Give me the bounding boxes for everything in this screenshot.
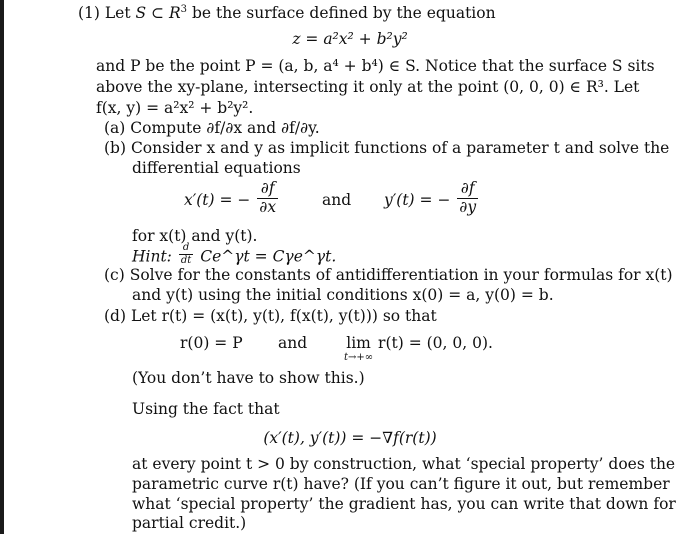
hint-line: Hint: $\frac{d}{dt}$ Ce^γt = Cγe^γt. (132, 242, 337, 266)
ode-y: y′(t) = − $\frac{\partial f}{\partial y}$ (384, 179, 477, 216)
limit-equation: lim t→+∞ r(t) = (0, 0, 0). (344, 334, 493, 363)
problem-intro: (1) Let S ⊂ $R^3$ be the surface defined by the equation (78, 4, 496, 22)
using-fact: Using the fact that (132, 400, 280, 418)
final-line4: partial credit.) (132, 514, 247, 532)
ode-x-fraction: $\frac{\partial f}{\partial x}$ (259, 179, 277, 216)
surface-equation: z = a²x² + b²y² (292, 30, 408, 48)
ode-and: and (322, 191, 352, 209)
final-line2: parametric curve r(t) have? (If you can’t figure it out, but remember (132, 475, 670, 493)
final-line1: at every point t > 0 by construction, what ‘special property’ does the (132, 455, 676, 473)
para1-line1: and P be the point P = (a, b, a⁴ + b⁴) ∈ S. Notice that the surface S sits (96, 57, 655, 75)
gradient-equation: (x′(t), y′(t)) = −∇f(r(t)) (263, 429, 437, 447)
for-xt-yt: for x(t) and y(t). (132, 227, 258, 245)
part-d-line1: (d) Let r(t) = (x(t), y(t), f(x(t), y(t))) so that (104, 307, 437, 325)
part-b-line1: (b) Consider x and y as implicit functions of a parameter t and solve the (104, 139, 670, 157)
r0-equation: r(0) = P (180, 334, 243, 352)
para1-line2: above the xy-plane, intersecting it only at the point (0, 0, 0) ∈ R³. Let (96, 78, 640, 96)
part-c-line2: and y(t) using the initial conditions x(0) = a, y(0) = b. (132, 286, 554, 304)
limit-operator: lim t→+∞ (344, 334, 374, 363)
ode-y-fraction: $\frac{\partial f}{\partial y}$ (459, 179, 477, 216)
ode-x: x′(t) = − $\frac{\partial f}{\partial x}$ (184, 179, 277, 216)
hint-derivative: $\frac{d}{dt}$ (180, 242, 192, 266)
part-b-line2: differential equations (132, 159, 301, 177)
no-show-note: (You don’t have to show this.) (132, 369, 365, 387)
para1-line3: f(x, y) = a²x² + b²y². (96, 99, 254, 117)
part-c-line1: (c) Solve for the constants of antidifferentiation in your formulas for x(t) (104, 266, 673, 284)
part-a: (a) Compute ∂f/∂x and ∂f/∂y. (104, 119, 320, 137)
final-line3: what ‘special property’ the gradient has, you can write that down for (132, 495, 676, 513)
r-and: and (278, 334, 308, 352)
